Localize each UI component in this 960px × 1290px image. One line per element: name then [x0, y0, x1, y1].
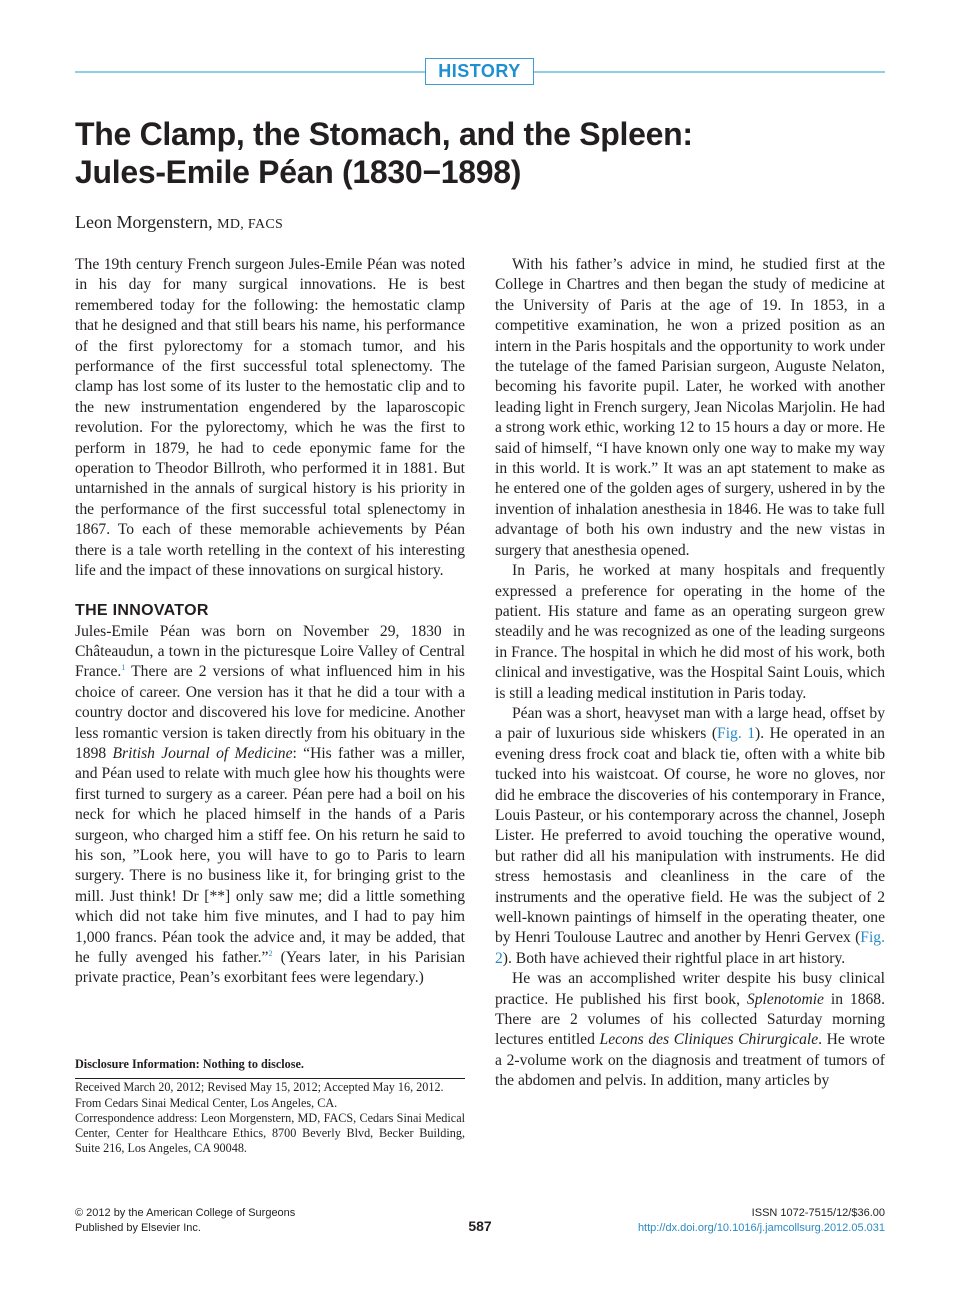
reference-1[interactable]: 1 — [121, 663, 126, 673]
author-byline — [75, 210, 283, 237]
article-title — [75, 115, 875, 191]
text-run: Jules-Emile Péan was born on November 29, 1830 in Châteaudun, a town in the picturesque Loire Valley of Central France. — [75, 622, 465, 681]
journal-title: British Journal of Medicine — [112, 744, 293, 762]
footnote-divider — [75, 1078, 465, 1079]
footnotes — [75, 1057, 465, 1157]
text-run: There are 2 versions of what influenced him in his choice of career. One version has it that he did a tour with a country doctor and discovered his love for medicine. Another less romantic version is taken directly from his obituary in the 1898 — [75, 663, 465, 762]
disclosure-info: Disclosure Information: Nothing to disclose. — [75, 1057, 304, 1071]
article-title-line-2: Jules-Emile Péan (1830−1898) — [75, 154, 522, 190]
header-rule-left — [75, 71, 425, 73]
reference-2[interactable]: 2 — [268, 948, 273, 958]
author-name: Leon Morgenstern, — [75, 212, 213, 232]
doi-link[interactable]: http://dx.doi.org/10.1016/j.jamcollsurg.2012.05.031 — [637, 1222, 885, 1234]
footer-right — [638, 1206, 885, 1236]
text-run: . He wrote a 2-volume work on the diagnosis and treatment of tumors of the abdomen and pelvis. In addition, many articles by — [495, 1031, 885, 1090]
text-run: ). He operated in an evening dress frock coat and black tie, often with a white bib tucked into his waistcoat. Of course, he wore no gloves, nor did he embrace the discoveries of his contemporary in France, Louis Pasteur, or his contemporary across the channel, Joseph Lister. He preferred to avoid touching the operative wound, but rather did all his manipulation with instruments. He did stress hemostasis and cleanliness in the care of the instruments and the operative field. He was the subject of 2 well-known paintings of himself in the operating theater, one by Henri Toulouse Lautrec and another by Henri Gervex ( — [495, 725, 885, 947]
paragraph-paris: In Paris, he worked at many hospitals and frequently expressed a preference for operating in the home of the patient. His stature and fame as an operating surgeon grew steadily and he was recognized as one of the leading surgeons in France. The hospital in which he did most of his work, both clinical and investigative, was the Hospital Saint Louis, which is still a leading medical institution in Paris today. — [495, 562, 885, 702]
issn: ISSN 1072-7515/12/$36.00 — [751, 1207, 885, 1219]
text-run: ). Both have achieved their rightful place in art history. — [502, 949, 846, 967]
section-label: HISTORY — [425, 58, 534, 85]
article-title-line-1: The Clamp, the Stomach, and the Spleen: — [75, 116, 693, 152]
correspondence-address: Correspondence address: Leon Morgenstern, MD, FACS, Cedars Sinai Medical Center, Center for Healthcare Ethics, 8700 Beverly Blvd, Becker Building, Suite 216, Los Angeles, CA 90048. — [75, 1110, 465, 1156]
book-title-lecons: Lecons des Cliniques Chirurgicale — [599, 1031, 819, 1049]
paragraph-appearance — [495, 704, 885, 969]
publisher: Published by Elsevier Inc. — [75, 1222, 201, 1234]
text-run: in 1868. There are 2 volumes of his collected Saturday morning lectures entitled — [495, 990, 886, 1049]
section-heading-innovator: THE INNOVATOR — [75, 601, 209, 619]
right-column — [495, 255, 885, 1092]
text-run: : “His father was a miller, and Péan used to relate with much glee how his thoughts were first turned to surgery as a career. Péan pere had a boil on his neck for which he placed himself in the hands of a Paris surgeon, who charged him a stiff fee. On his return he said to his son, ”Look here, you will have to go to Paris to learn surgery. There is no business like it, for bringing grist to the mill. Just think! Dr [**] only saw me; did a little something which did not take him five minutes, and I had to pay him 1,000 francs. Péan took the advice and, it may be added, that he fully avenged his father.” — [75, 744, 466, 966]
book-title-splenotomie: Splenotomie — [746, 990, 824, 1008]
author-credentials: MD, FACS — [217, 217, 284, 232]
header-rule-right — [534, 71, 885, 73]
paragraph-writer — [495, 969, 885, 1091]
text-run: (Years later, in his Parisian private practice, Pean’s exorbitant fees were legendary.) — [75, 949, 466, 987]
figure-1-link[interactable]: Fig. 1 — [717, 725, 756, 743]
innovator-paragraph — [75, 622, 465, 989]
received-dates: Received March 20, 2012; Revised May 15, 2012; Accepted May 16, 2012. — [75, 1080, 444, 1095]
text-run: He was an accomplished writer despite his busy clinical practice. He published his first book, — [495, 970, 885, 1008]
intro-paragraph: The 19th century French surgeon Jules-Emile Péan was noted in his day for many surgical innovations. He is best remembered today for the following: the hemostatic clamp that he designed and that still bears his name, his performance of the first pylorectomy for a stomach tumor, and his performance of the first successful total splenectomy. The clamp has lost some of its luster to the hemostatic clip and to the new instrumentation engendered by the laparoscopic revolution. For the pylorectomy, which he was the first to perform in 1879, he had to cede eponymic fame for the operation to Theodor Billroth, who performed it in 1881. But untarnished in the annals of surgical history is his priority in the performance of the first successful total splenectomy in 1867. To each of these memorable achievements by Péan there is a tale worth retelling in the context of his interesting life and the impact of these innovations on surgical history. — [75, 256, 465, 580]
page-number: 587 — [468, 1218, 492, 1234]
affiliation: From Cedars Sinai Medical Center, Los Angeles, CA. — [75, 1095, 338, 1110]
copyright: © 2012 by the American College of Surgeons — [75, 1207, 296, 1219]
text-run: Péan was a short, heavyset man with a large head, offset by a pair of luxurious side whiskers ( — [495, 704, 885, 743]
left-column — [75, 255, 465, 989]
figure-2-link[interactable]: Fig. 2 — [495, 929, 885, 967]
paragraph-education: With his father’s advice in mind, he studied first at the College in Chartres and then began the study of medicine at the University of Paris at the age of 19. In 1853, in a competitive examination, he won a prized position as an intern in the Paris hospitals and the opportunity to work under the tutelage of the famed Parisian surgeon, Auguste Nelaton, becoming his favorite pupil. Later, he worked with another leading light in French surgery, Jean Nicolas Marjolin. He had a strong work ethic, working 12 to 15 hours a day or more. He said of himself, “I have known only one way to make my way in this world. It is work.” It was an apt statement to make as he entered one of the golden ages of surgery, ushered in by the invention of inhalation anesthesia in 1846. He was to take full advantage of both his own industry and the new vistas in surgery that anesthesia opened. — [495, 256, 885, 559]
footer-left — [75, 1206, 295, 1236]
